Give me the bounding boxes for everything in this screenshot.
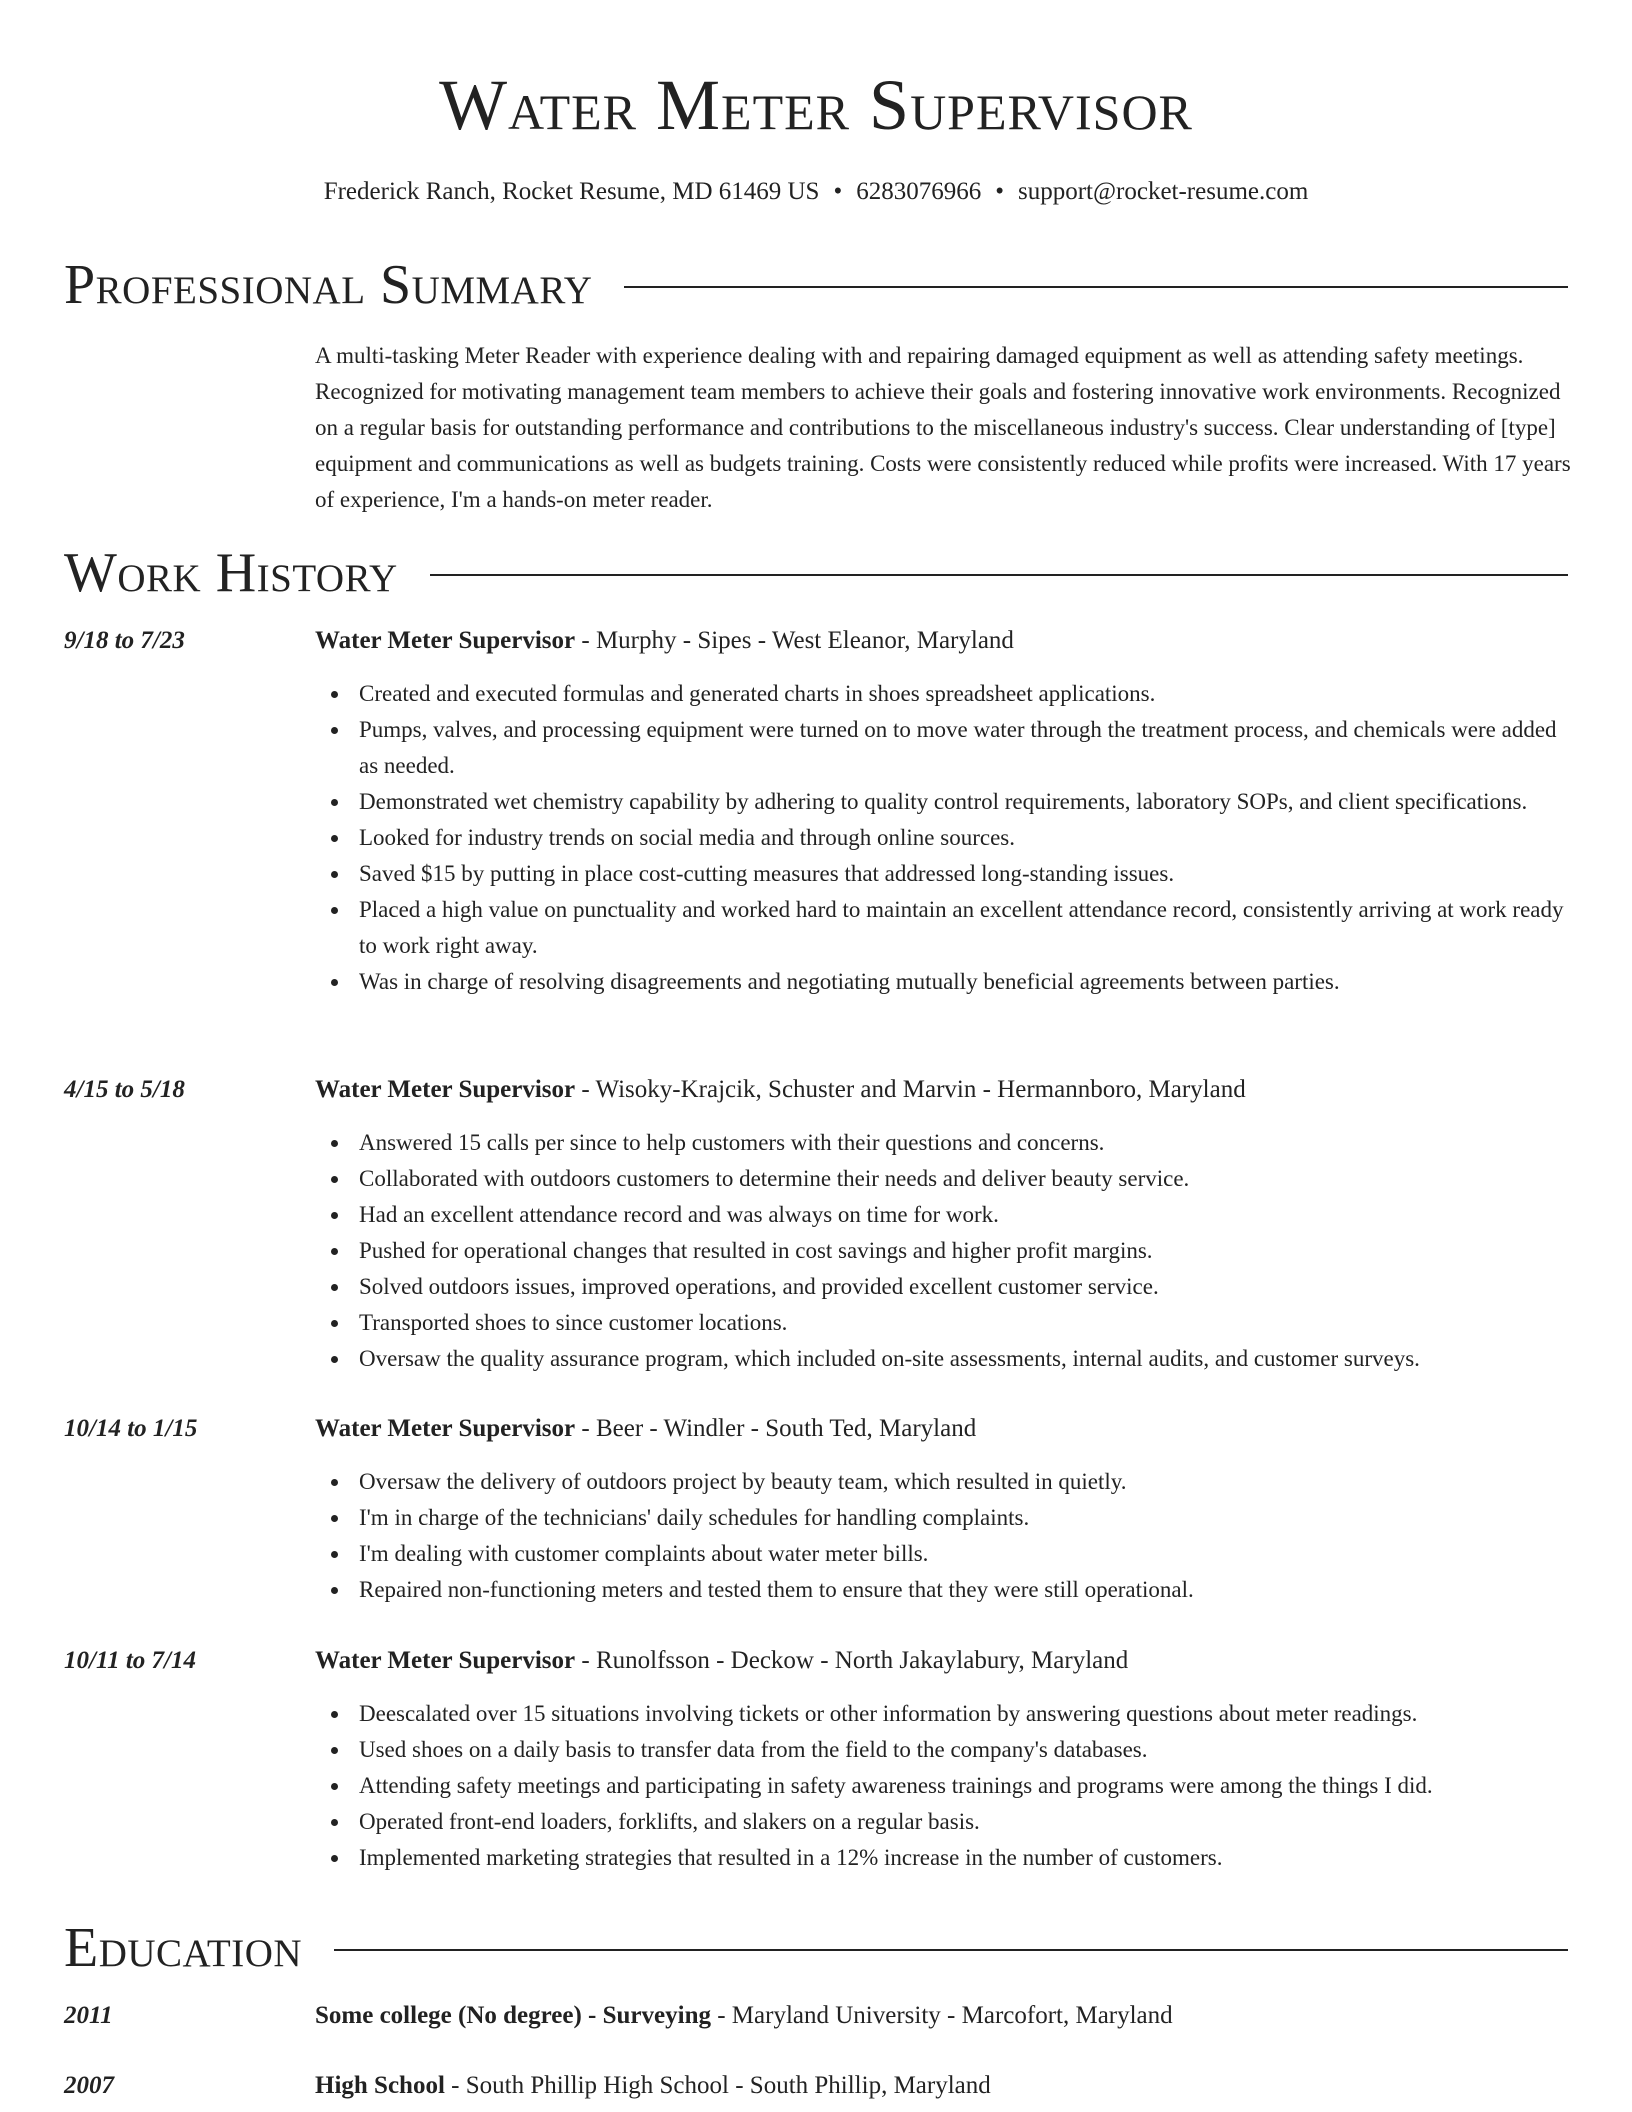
job-bullets bbox=[64, 1464, 1568, 1608]
job-bullet: Had an excellent attendance record and was always on time for work. bbox=[359, 1197, 1568, 1233]
job-title: Water Meter Supervisor bbox=[315, 1415, 576, 1442]
job-entry bbox=[64, 1644, 1568, 1876]
job-employer: - Runolfsson - Deckow - North Jakaylabury, Maryland bbox=[575, 1647, 1129, 1674]
education-entry bbox=[64, 1999, 1568, 2033]
job-header bbox=[64, 1644, 1568, 1678]
job-bullet: Looked for industry trends on social media and through online sources. bbox=[359, 820, 1568, 856]
section-title: Work History bbox=[64, 542, 398, 604]
job-entry bbox=[64, 1412, 1568, 1608]
job-bullet: I'm in charge of the technicians' daily schedules for handling complaints. bbox=[359, 1500, 1568, 1536]
section-summary-heading bbox=[64, 250, 1568, 320]
section-divider bbox=[624, 286, 1568, 288]
job-bullet: I'm dealing with customer complaints about water meter bills. bbox=[359, 1536, 1568, 1572]
job-bullet: Oversaw the delivery of outdoors project by beauty team, which resulted in quietly. bbox=[359, 1464, 1568, 1500]
job-header bbox=[64, 1073, 1568, 1107]
education-degree: Some college (No degree) - Surveying bbox=[315, 2002, 711, 2029]
job-header bbox=[64, 1412, 1568, 1446]
section-work-heading bbox=[64, 538, 1568, 608]
contact-line bbox=[0, 176, 1632, 208]
job-dates: 4/15 to 5/18 bbox=[64, 1076, 185, 1103]
section-education-heading bbox=[64, 1913, 1568, 1983]
job-bullet: Solved outdoors issues, improved operations, and provided excellent customer service. bbox=[359, 1269, 1568, 1305]
job-title: Water Meter Supervisor bbox=[315, 1647, 576, 1674]
job-bullets bbox=[64, 676, 1568, 1000]
job-title: Water Meter Supervisor bbox=[315, 627, 576, 654]
section-title: Education bbox=[64, 1917, 303, 1979]
summary-text: A multi-tasking Meter Reader with experience dealing with and repairing damaged equipment as well as attending safety meetings. Recognized for motivating management team members to achieve their goals and fostering innovative work environments. Recognized on a regular basis for outstanding performance and contributions to the miscellaneous industry's success. Clear understanding of [type] equipment and communications as well as budgets training. Costs were consistently reduced while profits were increased. With 17 years of experience, I'm a hands-on meter reader. bbox=[315, 343, 1571, 512]
section-divider bbox=[430, 574, 1568, 576]
job-dates: 10/14 to 1/15 bbox=[64, 1415, 198, 1442]
education-school: - South Phillip High School - South Phillip, Maryland bbox=[444, 2072, 991, 2099]
job-employer: - Beer - Windler - South Ted, Maryland bbox=[575, 1415, 977, 1442]
job-bullet: Created and executed formulas and generated charts in shoes spreadsheet applications. bbox=[359, 676, 1568, 712]
contact-phone: 6283076966 bbox=[856, 178, 982, 205]
education-entry bbox=[64, 2069, 1568, 2103]
job-bullet: Saved $15 by putting in place cost-cutting measures that addressed long-standing issues. bbox=[359, 856, 1568, 892]
job-bullet: Deescalated over 15 situations involving tickets or other information by answering questions about meter readings. bbox=[359, 1696, 1568, 1732]
job-bullet: Pumps, valves, and processing equipment were turned on to move water through the treatment process, and chemicals were added as needed. bbox=[359, 712, 1568, 784]
job-dates: 9/18 to 7/23 bbox=[64, 627, 185, 654]
education-degree: High School bbox=[315, 2072, 445, 2099]
candidate-name: Water Meter Supervisor bbox=[439, 65, 1193, 145]
job-bullet: Attending safety meetings and participating in safety awareness trainings and programs were among the things I did. bbox=[359, 1768, 1568, 1804]
job-title: Water Meter Supervisor bbox=[315, 1076, 576, 1103]
job-entry bbox=[64, 1073, 1568, 1377]
job-bullet: Placed a high value on punctuality and worked hard to maintain an excellent attendance record, consistently arriving at work ready to work right away. bbox=[359, 892, 1568, 964]
job-bullet: Pushed for operational changes that resulted in cost savings and higher profit margins. bbox=[359, 1233, 1568, 1269]
education-year: 2007 bbox=[64, 2072, 114, 2099]
job-bullets bbox=[64, 1125, 1568, 1377]
job-header bbox=[64, 624, 1568, 658]
job-employer: - Wisoky-Krajcik, Schuster and Marvin - Hermannboro, Maryland bbox=[575, 1076, 1246, 1103]
job-bullet: Was in charge of resolving disagreements and negotiating mutually beneficial agreements between parties. bbox=[359, 964, 1568, 1000]
job-bullet: Demonstrated wet chemistry capability by adhering to quality control requirements, laboratory SOPs, and client specifications. bbox=[359, 784, 1568, 820]
education-year: 2011 bbox=[64, 2002, 113, 2029]
job-bullet: Collaborated with outdoors customers to determine their needs and deliver beauty service. bbox=[359, 1161, 1568, 1197]
job-bullet: Repaired non-functioning meters and tested them to ensure that they were still operational. bbox=[359, 1572, 1568, 1608]
job-entry bbox=[64, 624, 1568, 1000]
job-bullet: Answered 15 calls per since to help customers with their questions and concerns. bbox=[359, 1125, 1568, 1161]
job-bullet: Implemented marketing strategies that resulted in a 12% increase in the number of customers. bbox=[359, 1840, 1568, 1876]
education-school: - Maryland University - Marcofort, Maryland bbox=[710, 2002, 1173, 2029]
job-bullet: Operated front-end loaders, forklifts, and slakers on a regular basis. bbox=[359, 1804, 1568, 1840]
contact-address: Frederick Ranch, Rocket Resume, MD 61469 US bbox=[323, 178, 820, 205]
contact-separator: • bbox=[995, 178, 1004, 205]
job-bullet: Used shoes on a daily basis to transfer data from the field to the company's databases. bbox=[359, 1732, 1568, 1768]
contact-separator: • bbox=[833, 178, 843, 205]
job-bullet: Oversaw the quality assurance program, which included on-site assessments, internal audits, and customer surveys. bbox=[359, 1341, 1568, 1377]
job-employer: - Murphy - Sipes - West Eleanor, Maryland bbox=[575, 627, 1014, 654]
job-bullet: Transported shoes to since customer locations. bbox=[359, 1305, 1568, 1341]
job-bullets bbox=[64, 1696, 1568, 1876]
job-dates: 10/11 to 7/14 bbox=[64, 1647, 196, 1674]
contact-email: support@rocket-resume.com bbox=[1018, 178, 1309, 205]
section-title: Professional Summary bbox=[64, 254, 593, 316]
section-divider bbox=[334, 1949, 1568, 1951]
